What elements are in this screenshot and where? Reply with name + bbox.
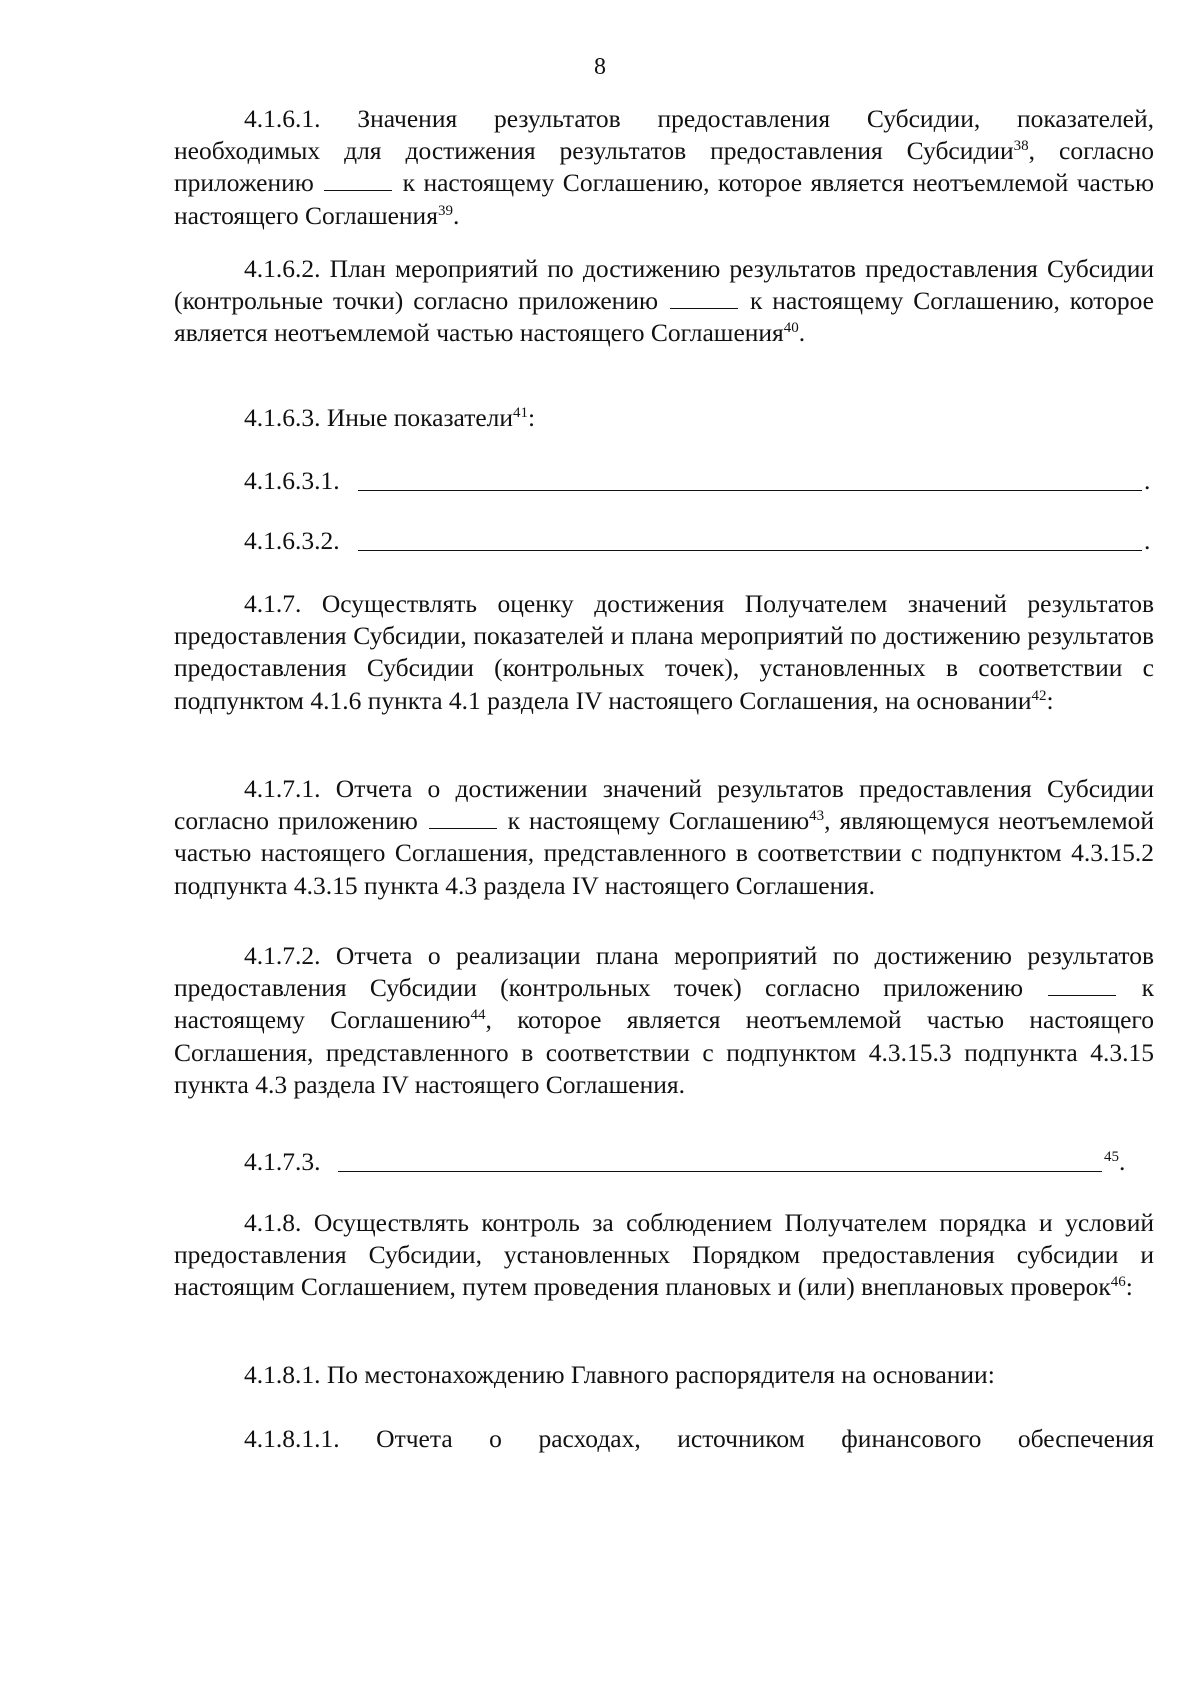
clause-number: 4.1.6.3. — [244, 403, 321, 432]
clause-number: 4.1.7.1. — [244, 774, 321, 803]
footnote-ref: 41 — [513, 405, 529, 421]
fill-in-line[interactable] — [358, 550, 1142, 551]
paragraph-4-1-8-1-1: 4.1.8.1.1. Отчета о расходах, источником финансового обеспечения — [244, 1424, 1155, 1453]
clause-number: 4.1.8.1. — [244, 1360, 321, 1389]
appendix-number-blank[interactable] — [670, 288, 738, 309]
footnote-ref: 43 — [809, 808, 825, 825]
footnote-ref: 39 — [437, 202, 453, 219]
fill-in-line[interactable] — [338, 1171, 1102, 1172]
paragraph-4-1-8-1: 4.1.8.1. По местонахождению Главного распорядителя на основании: — [244, 1360, 995, 1389]
clause-number: 4.1.6.3.1. — [244, 466, 340, 495]
paragraph-4-1-7-1: 4.1.7.1. Отчета о достижении значений результатов предоставления Субсидии согласно приложению к настоящему Соглашению$^{43}$, являющемуся неотъемлемой частью настоящего Соглашения, представленного в соответствии с подпунктом 4.3.15.2 подпункта 4.3.15 пункта 4.3 раздела IV настоящего Соглашения. — [174, 774, 1154, 900]
footnote-ref: 38 — [1013, 138, 1029, 155]
clause-number: 4.1.6.3.2. — [244, 526, 340, 555]
page-number: 8 — [594, 54, 606, 80]
footnote-ref: 46 — [1110, 1274, 1126, 1291]
paragraph-4-1-7-2: 4.1.7.2. Отчета о реализации плана мероприятий по достижению результатов предоставления Субсидии (контрольных точек) согласно приложению к настоящему Соглашению$^{44}$, которое является неотъемлемой частью настоящего Соглашения, представленного в соответствии с подпунктом 4.3.15.3 подпункта 4.3.15 пункта 4.3 раздела IV настоящего Соглашения. — [174, 941, 1155, 1099]
appendix-number-blank[interactable] — [324, 170, 392, 191]
clause-number: 4.1.6.1. — [244, 104, 321, 133]
clause-number: 4.1.7.3. — [244, 1147, 321, 1176]
footnote-ref: 45 — [1104, 1149, 1119, 1165]
paragraph-4-1-7: 4.1.7. Осуществлять оценку достижения Получателем значений результатов предоставления Субсидии, показателей и плана мероприятий по достижению результатов предоставления Субсидии (контрольных точек), установленных в соответствии с подпунктом 4.1.6 пункта 4.1 раздела IV настоящего Соглашения, на основании$^{42}$: — [174, 589, 1154, 715]
document-page: 8 4.1.6.1. Значения результатов предоставления Субсидии, показателей, необходимых для достижения результатов предоставления Субсидии$^{38}$, согласно приложению к настоящему Соглашению, которое является неотъемлемой частью настоящего Соглашения$^{39}$. 4.1.6.2. План мероприятий по достижению результатов предоставления Субсидии (контрольные точки) согласно приложению к настоящему Соглашению, которое является неотъемлемой частью настоящего Соглашения$^{40}$. 4.1.6.3. Иные показатели$^{41}$: 4.1.6.3.1. . 4.1.6.3.2. . 4.1.7. Осуществлять оценку достижения Получателем значений результатов предоставления Субсидии, показателей и плана мероприятий по достижению результатов предоставления Субсидии (контрольных точек), установленных в соответствии с подпунктом 4.1.6 пункта 4.1 раздела IV настоящего Соглашения, на основании$^{42}$: 4.1.7.1. Отчета о достижении значений результатов предоставления Субсидии согласно приложению к настоящему Соглашению$^{43}$, являющемуся неотъемлемой частью настоящего Соглашения, представленного в соответствии с подпунктом 4.3.15.2 подпункта 4.3.15 пункта 4.3 раздела IV настоящего Соглашения. 4.1.7.2. Отчета о реализации плана мероприятий по достижению результатов предоставления Субсидии (контрольных точек) согласно приложению к настоящему Соглашению$^{44}$, которое является неотъемлемой частью настоящего Соглашения, представленного в соответствии с подпунктом 4.3.15.3 подпункта 4.3.15 пункта 4.3 раздела IV настоящего Соглашения. 4.1.7.3. $^{45}$. 4.1.8. Осуществлять контроль за соблюдением Получателем порядка и условий предоставления Субсидии, установленных Порядком предоставления субсидии и настоящим Соглашением, путем проведения плановых и (или) внеплановых проверок$^{46}$: 4.1.8.1. По местонахождению Главного распорядителя на основании: 4.1.8.1.1. Отчета о расходах, источником финансового обеспечения — [0, 0, 1200, 1697]
appendix-number-blank[interactable] — [429, 808, 497, 829]
footnote-ref: 42 — [1031, 687, 1047, 704]
clause-number: 4.1.8. — [244, 1208, 302, 1237]
appendix-number-blank[interactable] — [1048, 975, 1116, 996]
clause-number: 4.1.6.2. — [244, 254, 321, 283]
footnote-ref: 40 — [783, 320, 799, 337]
clause-number: 4.1.8.1.1. — [244, 1424, 340, 1453]
paragraph-4-1-6-2: 4.1.6.2. План мероприятий по достижению результатов предоставления Субсидии (контрольные точки) согласно приложению к настоящему Соглашению, которое является неотъемлемой частью настоящего Соглашения$^{40}$. — [174, 254, 1154, 348]
clause-number: 4.1.7. — [244, 589, 302, 618]
footnote-ref: 44 — [470, 1007, 486, 1024]
paragraph-4-1-6-1: 4.1.6.1. Значения результатов предоставления Субсидии, показателей, необходимых для достижения результатов предоставления Субсидии$^{38}$, согласно приложению к настоящему Соглашению, которое является неотъемлемой частью настоящего Соглашения$^{39}$. — [174, 104, 1155, 230]
paragraph-4-1-8: 4.1.8. Осуществлять контроль за соблюдением Получателем порядка и условий предоставления Субсидии, установленных Порядком предоставления субсидии и настоящим Соглашением, путем проведения плановых и (или) внеплановых проверок$^{46}$: — [174, 1208, 1154, 1302]
fill-in-line[interactable] — [358, 490, 1142, 491]
paragraph-4-1-6-3: 4.1.6.3. Иные показатели$^{41}$: — [244, 403, 536, 432]
clause-number: 4.1.7.2. — [244, 941, 321, 970]
